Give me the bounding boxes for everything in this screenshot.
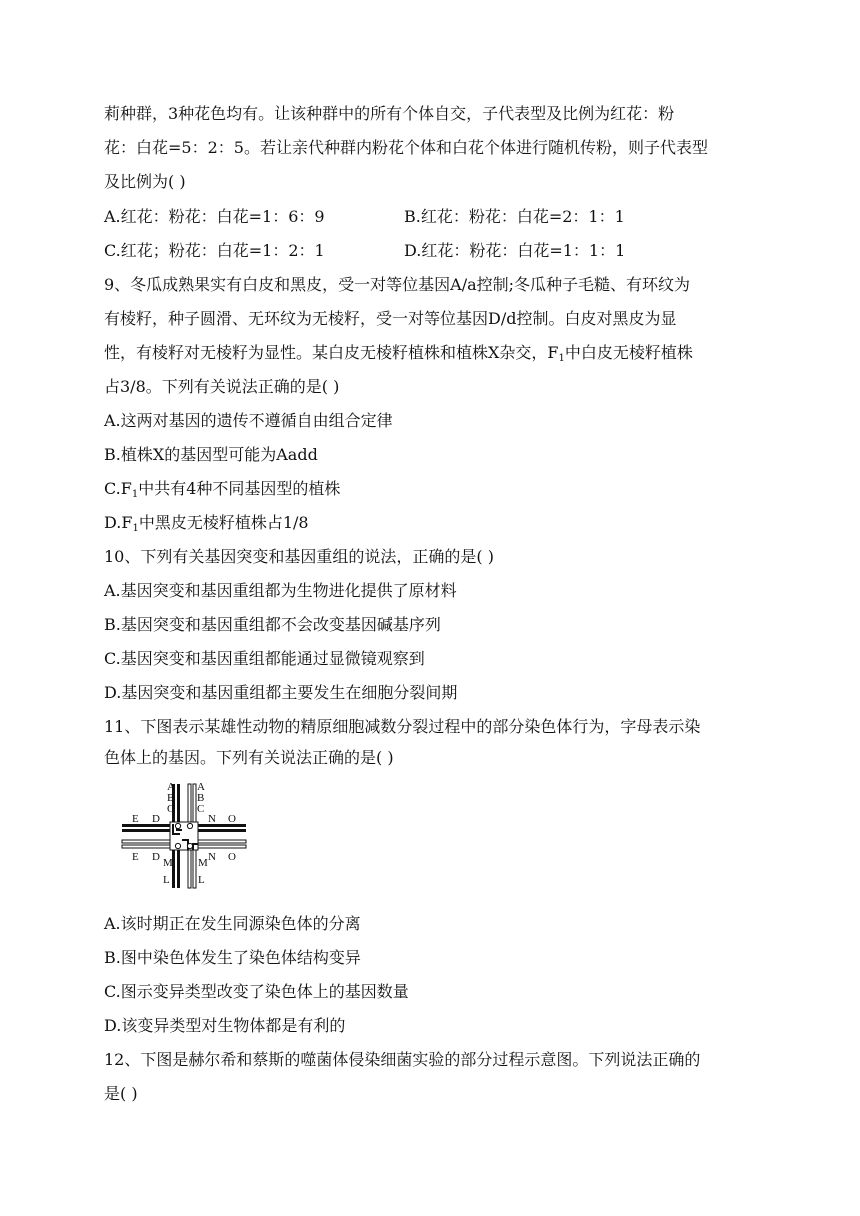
gene-label: A [167, 781, 175, 793]
gene-label: M [163, 857, 173, 869]
chromosome-crossover-figure [118, 778, 250, 892]
q9-opt-c-pre: C.F [104, 479, 132, 498]
q11-option-c: C.图示变异类型改变了染色体上的基因数量 [104, 982, 409, 1001]
gene-label: D [152, 813, 160, 825]
q11-option-b: B.图中染色体发生了染色体结构变异 [104, 948, 361, 967]
gene-label: B [197, 792, 205, 804]
q9-option-a: A.这两对基因的遗传不遵循自由组合定律 [104, 411, 393, 430]
q10-option-b: B.基因突变和基因重组都不会改变基因碱基序列 [104, 615, 441, 634]
centromere-2 [187, 823, 192, 828]
q8-text-line-3: 及比例为( ) [104, 172, 186, 191]
q11-text-line-1: 11、下图表示某雄性动物的精原细胞减数分裂过程中的部分染色体行为，字母表示染 [104, 717, 701, 736]
q9-opt-d-post: 中黑皮无棱籽植株占1/8 [138, 513, 309, 532]
gene-label: A [197, 781, 205, 793]
q9-option-d [104, 513, 309, 533]
q9-line3-pre: 性，有棱籽对无棱籽为显性。某白皮无棱籽植株和植株X杂交，F [104, 343, 559, 362]
q9-text-line-1: 9、冬瓜成熟果实有白皮和黑皮，受一对等位基因A/a控制;冬瓜种子毛糙、有环纹为 [104, 275, 691, 294]
q11-option-d: D.该变异类型对生物体都是有利的 [104, 1016, 346, 1035]
q12-text-line-1: 12、下图是赫尔希和蔡斯的噬菌体侵染细菌实验的部分过程示意图。下列说法正确的 [104, 1050, 701, 1069]
q11-text-line-2: 色体上的基因。下列有关说法正确的是( ) [104, 748, 394, 767]
centromere-3 [175, 843, 180, 848]
q9-option-c [104, 479, 340, 499]
q10-option-d: D.基因突变和基因重组都主要发生在细胞分裂间期 [104, 683, 458, 702]
q8-option-d: D.红花：粉花：白花=1：1：1 [404, 241, 626, 260]
gene-label: M [198, 857, 208, 869]
gene-label: O [228, 851, 236, 863]
q9-option-b: B.植株X的基因型可能为Aadd [104, 445, 318, 464]
q10-text-line-1: 10、下列有关基因突变和基因重组的说法，正确的是( ) [104, 547, 494, 566]
q8-option-a: A.红花：粉花：白花=1：6：9 [104, 207, 325, 226]
gene-label: D [152, 851, 160, 863]
gene-label: B [167, 792, 175, 804]
q8-option-c: C.红花；粉花：白花=1：2：1 [104, 241, 325, 260]
q9-opt-d-sub: 1 [132, 523, 139, 534]
q9-text-line-4: 占3/8。下列有关说法正确的是( ) [104, 377, 340, 396]
gene-label: O [228, 813, 236, 825]
gene-label: N [208, 813, 216, 825]
centromere-1 [175, 823, 180, 828]
centromere-4 [187, 843, 192, 848]
q9-opt-c-post: 中共有4种不同基因型的植株 [138, 479, 341, 498]
q10-option-c: C.基因突变和基因重组都能通过显微镜观察到 [104, 649, 425, 668]
gene-label: E [132, 813, 139, 825]
q9-line3-post: 中白皮无棱籽植株 [564, 343, 693, 362]
gene-label: N [208, 851, 216, 863]
gene-label: L [163, 874, 170, 886]
q12-text-line-2: 是( ) [104, 1084, 138, 1103]
q11-option-a: A.该时期正在发生同源染色体的分离 [104, 914, 361, 933]
q9-opt-d-pre: D.F [104, 513, 133, 532]
q9-text-line-3 [104, 343, 693, 363]
gene-label: E [132, 851, 139, 863]
gene-label: L [198, 874, 205, 886]
q8-text-line-2: 花：白花=5：2：5。若让亲代种群内粉花个体和白花个体进行随机传粉，则子代表型 [104, 138, 708, 157]
q8-option-b: B.红花：粉花：白花=2：1：1 [404, 207, 625, 226]
q9-text-line-2: 有棱籽，种子圆滑、无环纹为无棱籽，受一对等位基因D/d控制。白皮对黑皮为显 [104, 309, 677, 328]
gene-label: C [167, 803, 175, 815]
q8-text-line-1: 莉种群，3种花色均有。让该种群中的所有个体自交，子代表型及比例为红花：粉 [104, 104, 675, 123]
q9-opt-c-sub: 1 [131, 489, 139, 500]
q10-option-a: A.基因突变和基因重组都为生物进化提供了原材料 [104, 581, 457, 600]
gene-label: C [197, 803, 205, 815]
q9-line3-sub: 1 [558, 353, 565, 364]
